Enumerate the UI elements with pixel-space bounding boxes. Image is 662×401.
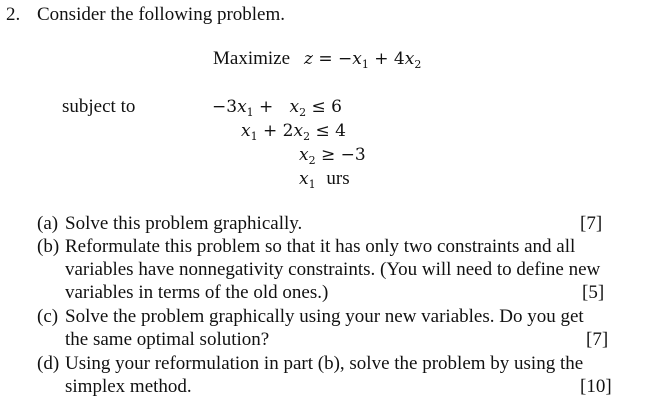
part-a-label: (a): [37, 213, 59, 234]
part-d-line2: simplex method.: [65, 376, 192, 397]
part-c-line1: Solve the problem graphically using your new variables. Do you get: [65, 306, 584, 327]
part-b-line2: variables have nonnegativity constraints. (You will need to define new: [65, 259, 601, 280]
part-c-line2: the same optimal solution?: [65, 329, 270, 350]
question-number: 2.: [6, 4, 21, 25]
constraint-2: $x_1 + 2x_2 \le 4$: [241, 121, 346, 143]
part-d-marks: [10]: [580, 376, 612, 397]
subject-to-label: subject to: [62, 96, 136, 117]
part-b-line1: Reformulate this problem so that it has only two constraints and all: [65, 236, 576, 257]
part-d-line1: Using your reformulation in part (b), solve the problem by using the: [65, 353, 584, 374]
part-a-text: Solve this problem graphically.: [65, 213, 303, 234]
question-prompt: Consider the following problem.: [37, 4, 286, 25]
part-b-line3: variables in terms of the old ones.): [65, 282, 329, 303]
part-a-marks: [7]: [580, 213, 603, 234]
objective-function: $z = -x_1 + 4x_2$: [304, 49, 422, 71]
constraint-1: $-3x_1 + x_2 \le 6$: [212, 97, 342, 119]
part-d-label: (d): [37, 353, 60, 374]
urs-label: urs: [326, 168, 350, 189]
constraint-4: $x_1$ urs: [299, 168, 350, 191]
part-c-label: (c): [37, 306, 59, 327]
part-b-marks: [5]: [582, 282, 605, 303]
objective-keyword: Maximize: [213, 48, 291, 69]
part-c-marks: [7]: [586, 329, 609, 350]
constraint-3: $x_2 \ge -3$: [299, 145, 366, 167]
part-b-label: (b): [37, 236, 60, 257]
